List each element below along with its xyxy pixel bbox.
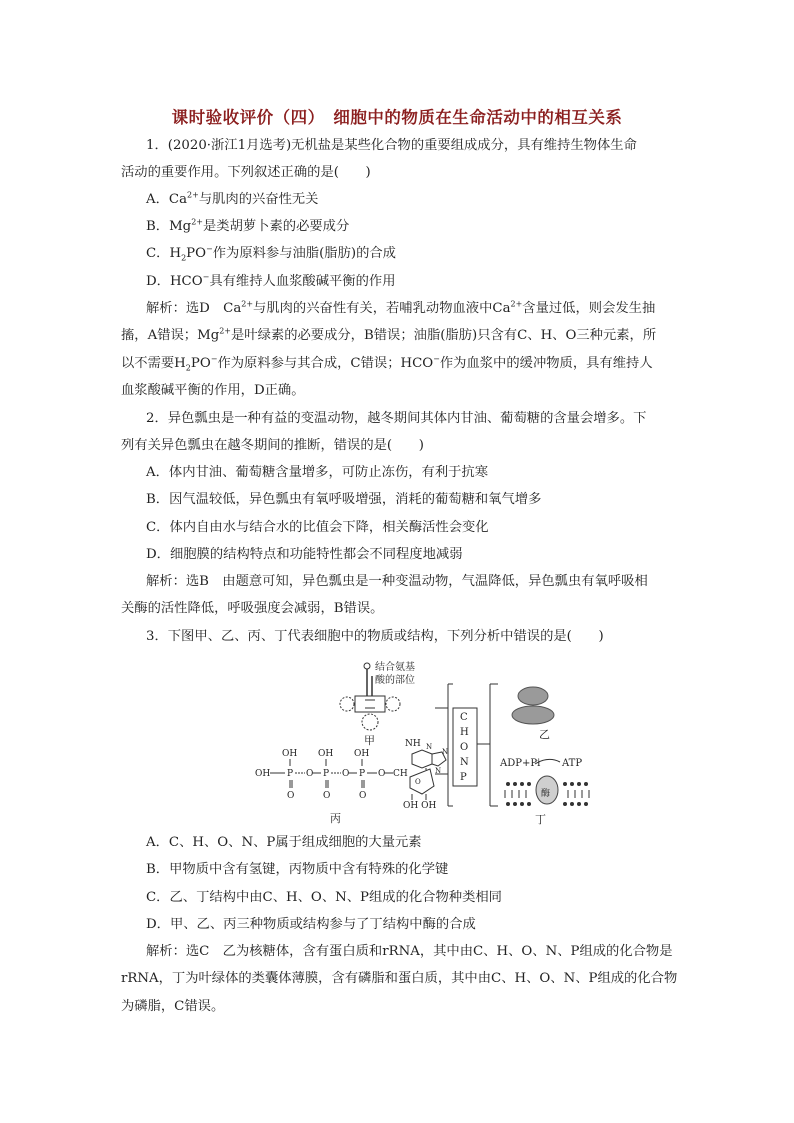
element-c: C xyxy=(460,712,468,723)
svg-text:OH OH: OH OH xyxy=(403,801,437,811)
enzyme-label: 酶 xyxy=(541,789,551,799)
atp-structure xyxy=(255,739,448,811)
q2-option-a: A．体内甘油、葡萄糖含量增多，可防止冻伤，有利于抗寒 xyxy=(146,465,489,480)
q1-option-c: C．$H_2PO^-$作为原料参与油脂(脂肪)的合成 xyxy=(146,244,396,263)
q3-option-c: C．乙、丁结构中由C、H、O、N、P组成的化合物种类相同 xyxy=(146,890,502,905)
q3-stem-line1: 3．下图甲、乙、丙、丁代表细胞中的物质或结构，下列分析中错误的是( ) xyxy=(146,629,604,644)
svg-text:O: O xyxy=(287,791,295,801)
label-bing: 丙 xyxy=(330,812,341,825)
svg-text:P: P xyxy=(359,769,366,779)
site-label-line2: 酸的部位 xyxy=(375,675,415,686)
q3-option-b: B．甲物质中含有氢键，丙物质中含有特殊的化学键 xyxy=(146,862,449,877)
element-o: O xyxy=(460,742,469,753)
svg-text:O: O xyxy=(359,791,367,801)
q1-answer-line4: 血浆酸碱平衡的作用，D正确。 xyxy=(121,383,305,398)
element-h: H xyxy=(460,727,469,738)
thylakoid-membrane xyxy=(499,758,589,806)
q2-option-d: D．细胞膜的结构特点和功能特性都会不同程度地减弱 xyxy=(146,547,463,562)
svg-text:O: O xyxy=(415,778,421,786)
page-title: 课时验收评价（四） 细胞中的物质在生命活动中的相互关系 xyxy=(171,108,623,127)
atp-label: ATP xyxy=(562,758,583,769)
svg-text:N: N xyxy=(442,748,449,756)
q1-option-d: D．HCO−具有维持人血浆酸碱平衡的作用 xyxy=(146,272,396,289)
q3-answer-line1: 解析：选C 乙为核糖体，含有蛋白质和rRNA，其中由C、H、O、N、P组成的化合物是 xyxy=(146,944,673,959)
q2-option-b: B．因气温较低，异色瓢虫有氧呼吸增强，消耗的葡萄糖和氧气增多 xyxy=(146,492,542,507)
svg-text:P: P xyxy=(323,769,330,779)
q1-option-a: A．$Ca^{2+}$与肌肉的兴奋性无关 xyxy=(146,190,319,207)
svg-text:NH: NH xyxy=(405,739,421,749)
label-ding: 丁 xyxy=(535,813,546,826)
svg-text:N: N xyxy=(435,767,442,775)
ribosome xyxy=(512,687,554,724)
element-box xyxy=(435,684,498,806)
q1-stem-line1: 1．(2020·浙江1月选考)无机盐是某些化合物的重要组成成分，具有维持生物体生命 xyxy=(146,138,637,153)
site-label-line1: 结合氨基 xyxy=(375,662,415,673)
q2-option-c: C．体内自由水与结合水的比值会下降，相关酶活性会变化 xyxy=(146,520,489,535)
label-jia: 甲 xyxy=(364,734,375,747)
svg-text:N: N xyxy=(426,743,433,751)
q3-answer-line2: rRNA，丁为叶绿体的类囊体薄膜，含有磷脂和蛋白质，其中由C、H、O、N、P组成的化合物 xyxy=(121,971,678,986)
svg-text:OH: OH xyxy=(318,749,334,759)
q2-answer-line2: 关酶的活性降低，呼吸强度会减弱，B错误。 xyxy=(121,601,384,616)
element-p: P xyxy=(460,772,467,783)
q2-stem-line1: 2．异色瓢虫是一种有益的变温动物，越冬期间其体内甘油、葡萄糖的含量会增多。下 xyxy=(146,411,647,426)
q3-option-d: D．甲、乙、丙三种物质或结构参与了丁结构中酶的合成 xyxy=(146,917,476,932)
q1-answer-line1: 解析：选D $Ca^{2+}$与肌肉的兴奋性有关，若哺乳动物血液中$Ca^{2+}$含量过低，则会发生抽 xyxy=(146,299,656,316)
svg-text:CH: CH xyxy=(393,769,408,779)
svg-text:O: O xyxy=(306,769,314,779)
svg-text:O: O xyxy=(378,769,386,779)
q1-answer-line3: 以不需要$H_2PO^-$作为原料参与其合成，C错误；HCO−作为血浆中的缓冲物质，具有维持人 xyxy=(121,354,653,373)
trna-structure xyxy=(340,660,415,730)
svg-text:P: P xyxy=(287,769,294,779)
svg-text:OH: OH xyxy=(354,749,370,759)
svg-text:OH: OH xyxy=(282,749,298,759)
svg-text:OH: OH xyxy=(255,769,271,779)
label-yi: 乙 xyxy=(539,728,550,741)
q1-option-b: B．$Mg^{2+}$是类胡萝卜素的必要成分 xyxy=(146,217,350,234)
q3-answer-line3: 为磷脂，C错误。 xyxy=(121,999,225,1014)
svg-text:O: O xyxy=(323,791,331,801)
svg-text:O: O xyxy=(342,769,350,779)
q1-stem-line2: 活动的重要作用。下列叙述正确的是( ) xyxy=(121,165,371,180)
q1-answer-line2: 搐，A错误；$Mg^{2+}$是叶绿素的必要成分，B错误；油脂(脂肪)只含有C、H、O三种元素，所 xyxy=(121,326,657,343)
q3-option-a: A．C、H、O、N、P属于组成细胞的大量元素 xyxy=(146,835,422,850)
q2-stem-line2: 列有关异色瓢虫在越冬期间的推断，错误的是( ) xyxy=(121,438,424,453)
element-n: N xyxy=(460,757,469,768)
q2-answer-line1: 解析：选B 由题意可知，异色瓢虫是一种变温动物，气温降低，异色瓢虫有氧呼吸相 xyxy=(146,574,648,589)
adp-label: ADP+Pi xyxy=(500,758,541,769)
q3-figure xyxy=(250,656,600,826)
